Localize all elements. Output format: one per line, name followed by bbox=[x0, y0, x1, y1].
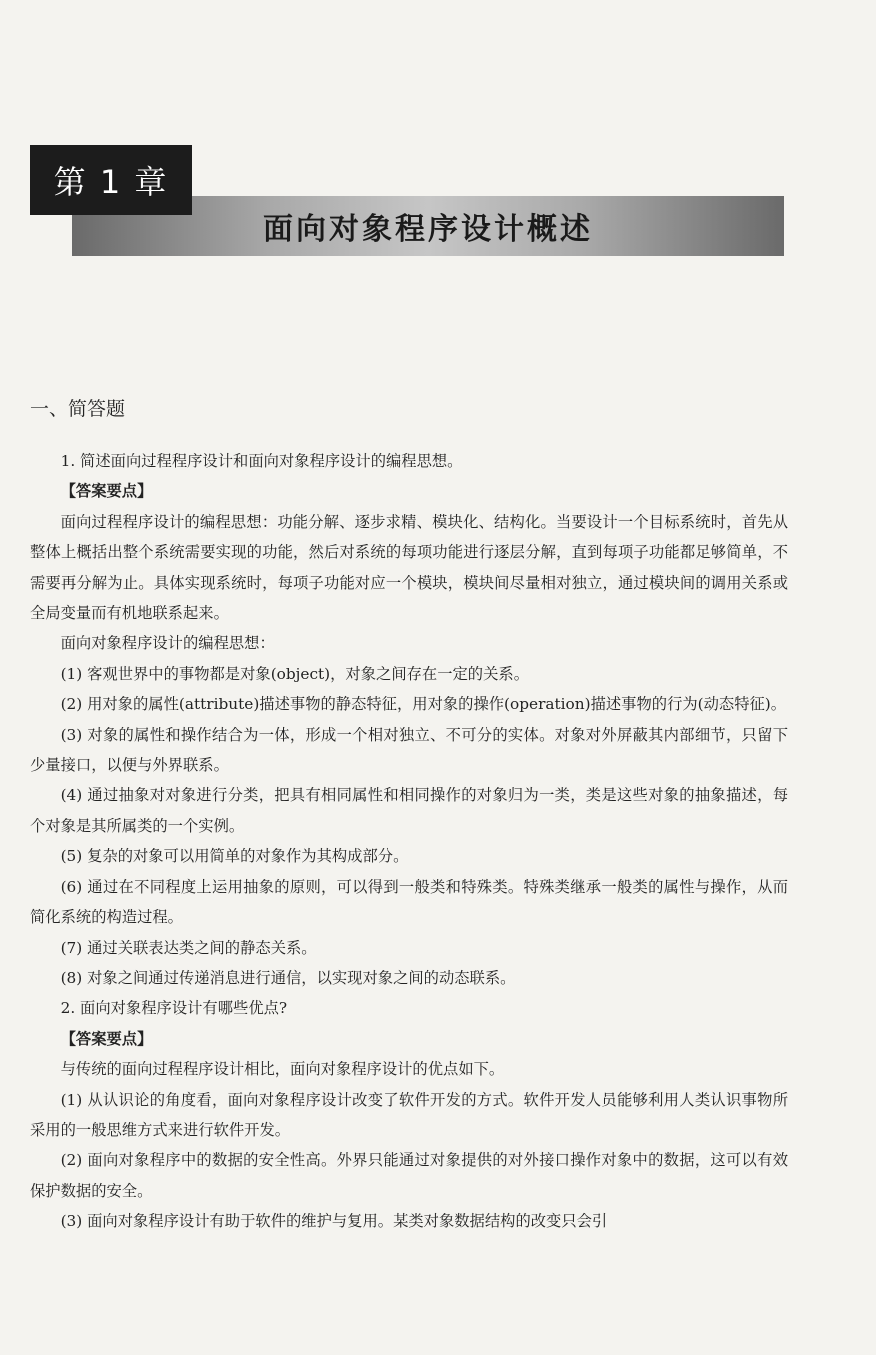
paragraph-list bbox=[30, 446, 788, 1237]
paragraph: (5) 复杂的对象可以用简单的对象作为其构成部分。 bbox=[60, 847, 409, 866]
paragraph: (2) 面向对象程序中的数据的安全性高。外界只能通过对象提供的对外接口操作对象中的数据，这可以有效保护数据的安全。 bbox=[30, 1151, 788, 1200]
paragraph: 与传统的面向过程程序设计相比，面向对象程序设计的优点如下。 bbox=[60, 1060, 505, 1079]
paragraph: (6) 通过在不同程度上运用抽象的原则，可以得到一般类和特殊类。特殊类继承一般类的属性与操作，从而简化系统的构造过程。 bbox=[30, 877, 788, 927]
answer-key-label: 【答案要点】 bbox=[60, 1029, 153, 1048]
chapter-number: 第 1 章 bbox=[30, 145, 192, 215]
paragraph: 面向对象程序设计的编程思想： bbox=[60, 634, 275, 653]
answer-key-label: 【答案要点】 bbox=[60, 482, 153, 501]
paragraph: (1) 从认识论的角度看，面向对象程序设计改变了软件开发的方式。软件开发人员能够利用人类认识事物所采用的一般思维方式来进行软件开发。 bbox=[30, 1090, 788, 1139]
paragraph: 2. 面向对象程序设计有哪些优点? bbox=[60, 999, 288, 1018]
paragraph: (8) 对象之间通过传递消息进行通信，以实现对象之间的动态联系。 bbox=[60, 968, 516, 987]
paragraph: (1) 客观世界中的事物都是对象(object)，对象之间存在一定的关系。 bbox=[60, 664, 529, 683]
paragraph: (4) 通过抽象对对象进行分类，把具有相同属性和相同操作的对象归为一类，类是这些对象的抽象描述，每个对象是其所属类的一个实例。 bbox=[30, 786, 788, 835]
paragraph: (3) 对象的属性和操作结合为一体，形成一个相对独立、不可分的实体。对象对外屏蔽其内部细节，只留下少量接口，以便与外界联系。 bbox=[30, 725, 788, 775]
section-heading: 一、简答题 bbox=[30, 398, 126, 420]
paragraph: 面向过程程序设计的编程思想：功能分解、逐步求精、模块化、结构化。当要设计一个目标系统时，首先从整体上概括出整个系统需要实现的功能，然后对系统的每项功能进行逐层分解，直到每项子功能都足够简单，不需要再分解为止。具体实现系统时，每项子功能对应一个模块，模块间尽量相对独立，通过模块间的调用关系或全局变量而有机地联系起来。 bbox=[30, 512, 788, 623]
page-content bbox=[30, 392, 788, 1237]
paragraph: (3) 面向对象程序设计有助于软件的维护与复用。某类对象数据结构的改变只会引 bbox=[60, 1212, 608, 1231]
paragraph: 1. 简述面向过程程序设计和面向对象程序设计的编程思想。 bbox=[60, 452, 463, 470]
paragraph: (2) 用对象的属性(attribute)描述事物的静态特征，用对象的操作(operation)描述事物的行为(动态特征)。 bbox=[60, 695, 787, 714]
chapter-title: 面向对象程序设计概述 bbox=[263, 212, 593, 247]
paragraph: (7) 通过关联表达类之间的静态关系。 bbox=[60, 938, 317, 957]
